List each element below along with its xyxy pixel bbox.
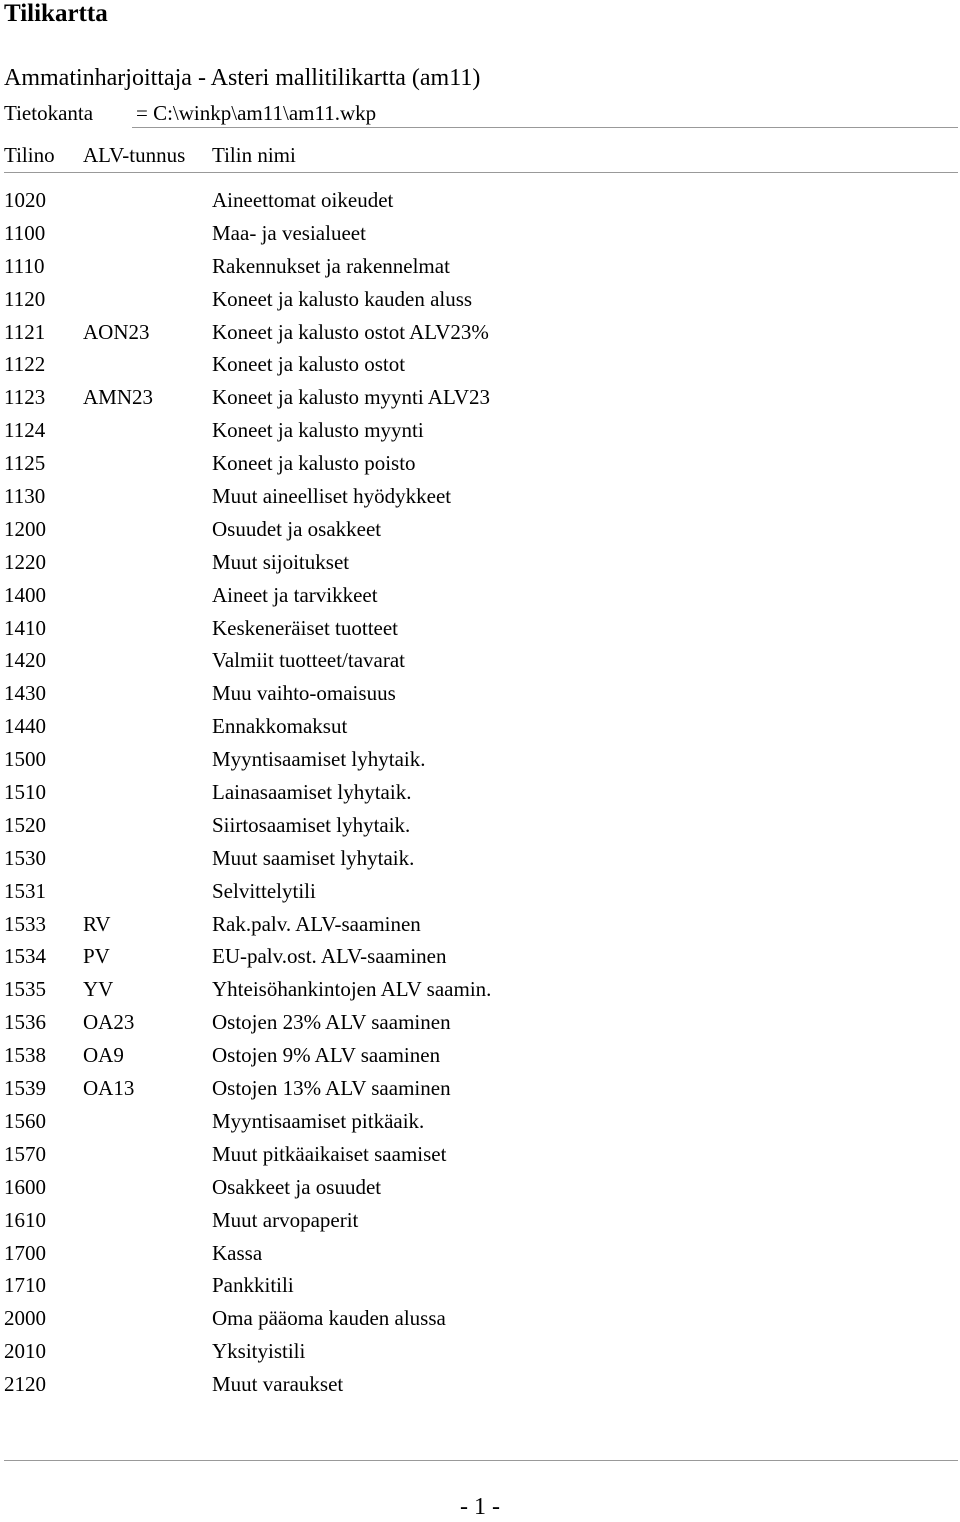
account-number: 1710 [4,1273,46,1298]
account-name: Aineet ja tarvikkeet [212,582,378,607]
table-row [0,1173,960,1206]
table-row [0,910,960,943]
account-number: 1123 [4,385,46,410]
page-number: - 1 - [460,1494,500,1520]
table-row [0,646,960,679]
account-number: 1534 [4,944,46,969]
account-name: Ostojen 9% ALV saaminen [212,1043,441,1068]
account-number: 1536 [4,1010,46,1035]
table-row [0,350,960,383]
vat-code: AON23 [83,319,150,344]
account-number: 1538 [4,1043,46,1068]
account-name: Muut arvopaperit [212,1207,359,1232]
divider-line [4,1460,958,1461]
account-name: EU-palv.ost. ALV-saaminen [212,944,447,969]
table-row [0,1271,960,1304]
account-name: Valmiit tuotteet/tavarat [212,648,406,673]
account-name: Koneet ja kalusto kauden aluss [212,286,473,311]
account-number: 1100 [4,220,46,245]
table-row [0,712,960,745]
account-name: Yhteisöhankintojen ALV saamin. [212,977,492,1002]
account-number: 1410 [4,615,46,640]
account-name: Yksityistili [212,1339,306,1364]
account-name: Keskeneräiset tuotteet [212,615,399,640]
account-number: 1124 [4,418,46,443]
account-number: 1125 [4,451,46,476]
table-row [0,515,960,548]
column-header-vat-code: ALV-tunnus [83,143,186,167]
account-name: Lainasaamiset lyhytaik. [212,780,412,805]
column-header-account-number: Tilino [4,143,55,167]
database-path: = C:\winkp\am11\am11.wkp [136,101,377,125]
account-name: Muut saamiset lyhytaik. [212,845,415,870]
account-name: Koneet ja kalusto ostot ALV23% [212,319,489,344]
account-name: Ostojen 23% ALV saaminen [212,1010,451,1035]
table-row [0,1206,960,1239]
account-name: Osuudet ja osakkeet [212,516,382,541]
account-number: 1440 [4,714,46,739]
table-row [0,1304,960,1337]
account-name: Muut varaukset [212,1372,344,1397]
table-row [0,186,960,219]
account-number: 1533 [4,911,46,936]
account-number: 1535 [4,977,46,1002]
table-row [0,285,960,318]
table-row [0,1107,960,1140]
account-number: 1121 [4,319,46,344]
database-label: Tietokanta [4,101,94,125]
account-number: 1430 [4,681,46,706]
account-name: Koneet ja kalusto myynti ALV23 [212,385,491,410]
account-number: 1220 [4,549,46,574]
account-name: Siirtosaamiset lyhytaik. [212,812,411,837]
vat-code: AMN23 [83,385,154,410]
account-number: 1200 [4,516,46,541]
document-subtitle: Ammatinharjoittaja - Asteri mallitilikartta (am11) [4,65,481,91]
account-number: 1610 [4,1207,46,1232]
account-name: Ostojen 13% ALV saaminen [212,1076,451,1101]
vat-code: RV [83,911,111,936]
account-number: 1020 [4,188,46,212]
account-number: 1560 [4,1108,46,1133]
table-row [0,416,960,449]
account-number: 1120 [4,286,46,311]
account-name: Kassa [212,1240,263,1265]
account-name: Ennakkomaksut [212,714,348,739]
account-name: Muut pitkäaikaiset saamiset [212,1141,447,1166]
divider-line [132,127,958,128]
table-row [0,877,960,910]
account-name: Osakkeet ja osuudet [212,1174,382,1199]
account-number: 2010 [4,1339,46,1364]
column-header-account-name: Tilin nimi [212,143,296,167]
account-name: Oma pääoma kauden alussa [212,1306,446,1331]
table-row [0,252,960,285]
divider-line [4,172,958,173]
account-name: Rak.palv. ALV-saaminen [212,911,421,936]
account-number: 1600 [4,1174,46,1199]
account-number: 1570 [4,1141,46,1166]
vat-code: PV [83,944,110,969]
table-row [0,1370,960,1403]
table-row [0,482,960,515]
account-name: Muut aineelliset hyödykkeet [212,484,452,509]
account-number: 1130 [4,484,46,509]
account-name: Pankkitili [212,1273,294,1298]
table-row [0,1008,960,1041]
account-name: Muut sijoitukset [212,549,350,574]
account-name: Koneet ja kalusto ostot [212,352,406,377]
table-row [0,219,960,252]
account-number: 1531 [4,878,46,903]
account-number: 1122 [4,352,46,377]
vat-code: OA23 [83,1010,135,1035]
table-row [0,778,960,811]
table-row [0,318,960,351]
table-row [0,679,960,712]
table-row [0,1140,960,1173]
account-name: Maa- ja vesialueet [212,220,366,245]
account-name: Aineettomat oikeudet [212,188,394,212]
account-number: 1400 [4,582,46,607]
table-row [0,811,960,844]
account-name: Myyntisaamiset lyhytaik. [212,747,426,772]
account-name: Muu vaihto-omaisuus [212,681,396,706]
table-row [0,548,960,581]
vat-code: OA9 [83,1043,124,1068]
account-number: 1700 [4,1240,46,1265]
table-row [0,844,960,877]
table-row [0,614,960,647]
table-row [0,745,960,778]
account-number: 1510 [4,780,46,805]
account-number: 2000 [4,1306,46,1331]
account-name: Koneet ja kalusto myynti [212,418,424,443]
vat-code: YV [83,977,114,1002]
table-row [0,581,960,614]
table-row [0,1074,960,1107]
table-row [0,1041,960,1074]
database-info [4,100,377,126]
account-table [0,186,960,1403]
account-number: 1539 [4,1076,46,1101]
account-number: 1110 [4,253,45,278]
table-row [0,1239,960,1272]
account-number: 1530 [4,845,46,870]
account-number: 1520 [4,812,46,837]
account-name: Myyntisaamiset pitkäaik. [212,1108,425,1133]
account-name: Rakennukset ja rakennelmat [212,253,450,278]
table-row [0,975,960,1008]
table-row [0,449,960,482]
table-row [0,1337,960,1370]
account-number: 1420 [4,648,46,673]
account-number: 1500 [4,747,46,772]
document-title: Tilikartta [4,0,108,27]
account-name: Selvittelytili [212,878,316,903]
table-row [0,942,960,975]
vat-code: OA13 [83,1076,135,1101]
account-name: Koneet ja kalusto poisto [212,451,416,476]
table-row [0,383,960,416]
account-number: 2120 [4,1372,46,1397]
